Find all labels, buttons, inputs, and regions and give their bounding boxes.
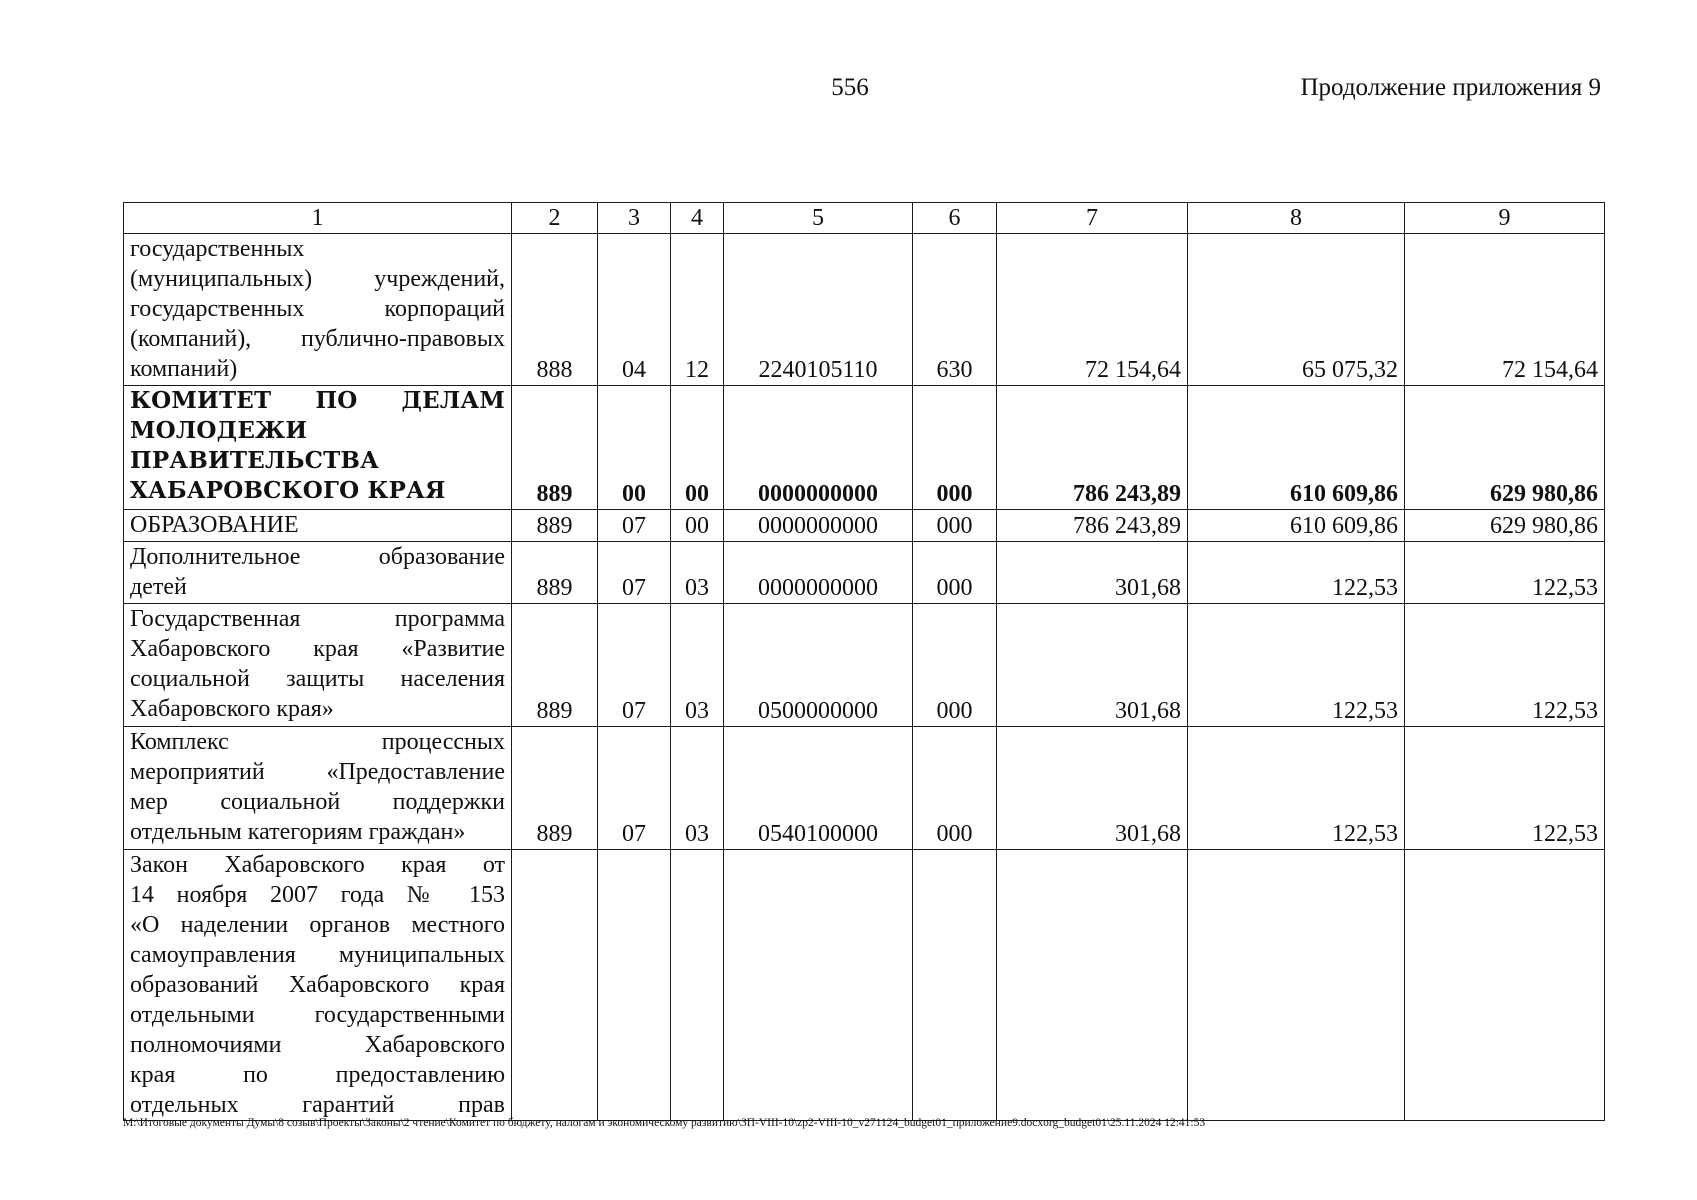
admin-code-cell: 888 (512, 234, 598, 386)
column-header: 5 (724, 203, 913, 234)
subsection-cell: 00 (671, 386, 724, 510)
row-name-line: (муниципальных) учреждений, (130, 266, 505, 292)
admin-code-cell: 889 (512, 386, 598, 510)
amount-cell: 122,53 (1405, 542, 1605, 604)
amount-cell: 122,53 (1188, 604, 1405, 727)
target-article-cell: 0000000000 (724, 510, 913, 542)
row-name-line: Комплекс процессных (130, 729, 505, 755)
row-name-line: «О наделении органов местного (130, 912, 505, 938)
expense-type-cell: 000 (913, 510, 997, 542)
section-cell: 07 (598, 510, 671, 542)
row-name-line: Государственная программа (130, 606, 505, 632)
admin-code-cell: 889 (512, 727, 598, 850)
amount-cell: 122,53 (1405, 727, 1605, 850)
amount-cell: 610 609,86 (1188, 386, 1405, 510)
row-name-line: Хабаровского края «Развитие (130, 636, 505, 662)
table-row (124, 542, 1605, 604)
section-cell: 07 (598, 542, 671, 604)
row-name-line: образований Хабаровского края (130, 972, 505, 998)
amount-cell: 122,53 (1188, 727, 1405, 850)
row-name-cell (124, 850, 512, 1121)
column-header: 1 (124, 203, 512, 234)
table-row (124, 850, 1605, 1121)
subsection-cell: 03 (671, 727, 724, 850)
admin-code-cell: 889 (512, 510, 598, 542)
target-article-cell: 0540100000 (724, 727, 913, 850)
section-cell: 07 (598, 604, 671, 727)
row-name-cell (124, 542, 512, 604)
column-header: 9 (1405, 203, 1605, 234)
amount-cell: 610 609,86 (1188, 510, 1405, 542)
row-name-line: отдельным категориям граждан» (130, 819, 466, 845)
expense-type-cell: 000 (913, 386, 997, 510)
target-article-cell: 2240105110 (724, 234, 913, 386)
subsection-cell (671, 850, 724, 1121)
section-cell (598, 850, 671, 1121)
target-article-cell (724, 850, 913, 1121)
row-name-line: отдельными государственными (130, 1002, 505, 1028)
amount-cell: 786 243,89 (997, 386, 1188, 510)
amount-cell: 786 243,89 (997, 510, 1188, 542)
row-name-line: ХАБАРОВСКОГО КРАЯ (130, 477, 446, 504)
admin-code-cell (512, 850, 598, 1121)
subsection-cell: 00 (671, 510, 724, 542)
footer-file-path: М:\Итоговые документы Думы\8 созыв\Проекты\Законы\2 чтение\Комитет по бюджету, налогам и экономическому развитию\ЗП-VIII-10\zp2-VIII-10_v271124_budget01_приложение9.docxorg_budget01\25.11.2024 12:41:53 (123, 1117, 1206, 1129)
amount-cell: 301,68 (997, 604, 1188, 727)
amount-cell: 72 154,64 (997, 234, 1188, 386)
column-header: 2 (512, 203, 598, 234)
row-name-line: государственных (130, 236, 305, 262)
expense-type-cell: 000 (913, 542, 997, 604)
amount-cell (997, 850, 1188, 1121)
table-row (124, 386, 1605, 510)
row-name-line: государственных корпораций (130, 296, 505, 322)
row-name-line: самоуправления муниципальных (130, 942, 505, 968)
row-name-line: ПРАВИТЕЛЬСТВА (130, 447, 380, 474)
row-name-line: ОБРАЗОВАНИЕ (130, 512, 299, 538)
row-name-line: полномочиями Хабаровского (130, 1032, 505, 1058)
amount-cell (1405, 850, 1605, 1121)
expense-type-cell: 000 (913, 727, 997, 850)
subsection-cell: 12 (671, 234, 724, 386)
expense-type-cell: 630 (913, 234, 997, 386)
column-header: 4 (671, 203, 724, 234)
row-name-line: мероприятий «Предоставление (130, 759, 505, 785)
amount-cell: 301,68 (997, 727, 1188, 850)
expense-type-cell: 000 (913, 604, 997, 727)
row-name-line: детей (130, 574, 187, 600)
amount-cell: 122,53 (1405, 604, 1605, 727)
amount-cell: 301,68 (997, 542, 1188, 604)
row-name-line: Хабаровского края» (130, 696, 334, 722)
row-name-line: Закон Хабаровского края от (130, 852, 505, 878)
row-name-line: отдельных гарантий прав (130, 1092, 505, 1118)
row-name-line: МОЛОДЕЖИ (130, 417, 308, 444)
budget-table (123, 202, 1605, 1121)
row-name-cell (124, 604, 512, 727)
amount-cell: 629 980,86 (1405, 510, 1605, 542)
column-header: 7 (997, 203, 1188, 234)
subsection-cell: 03 (671, 604, 724, 727)
amount-cell: 72 154,64 (1405, 234, 1605, 386)
target-article-cell: 0000000000 (724, 386, 913, 510)
table-row (124, 727, 1605, 850)
column-header: 8 (1188, 203, 1405, 234)
row-name-line: (компаний), публично-правовых (130, 326, 505, 352)
target-article-cell: 0500000000 (724, 604, 913, 727)
target-article-cell: 0000000000 (724, 542, 913, 604)
admin-code-cell: 889 (512, 604, 598, 727)
table-row (124, 604, 1605, 727)
subsection-cell: 03 (671, 542, 724, 604)
expense-type-cell (913, 850, 997, 1121)
table-row (124, 510, 1605, 542)
column-header: 6 (913, 203, 997, 234)
row-name-line: социальной защиты населения (130, 666, 505, 692)
table-row (124, 234, 1605, 386)
section-cell: 00 (598, 386, 671, 510)
amount-cell: 122,53 (1188, 542, 1405, 604)
row-name-cell (124, 234, 512, 386)
section-cell: 07 (598, 727, 671, 850)
amount-cell: 65 075,32 (1188, 234, 1405, 386)
row-name-cell (124, 386, 512, 510)
row-name-line: КОМИТЕТ ПО ДЕЛАМ (130, 387, 505, 414)
amount-cell: 629 980,86 (1405, 386, 1605, 510)
page-number: 556 (831, 74, 869, 101)
row-name-line: 14 ноября 2007 года № 153 (130, 882, 505, 908)
section-cell: 04 (598, 234, 671, 386)
admin-code-cell: 889 (512, 542, 598, 604)
row-name-line: компаний) (130, 356, 238, 382)
appendix-label: Продолжение приложения 9 (1300, 74, 1601, 101)
row-name-line: мер социальной поддержки (130, 789, 505, 815)
row-name-cell (124, 510, 512, 542)
column-header: 3 (598, 203, 671, 234)
row-name-line: края по предоставлению (130, 1062, 505, 1088)
column-number-row (124, 203, 1605, 234)
amount-cell (1188, 850, 1405, 1121)
row-name-cell (124, 727, 512, 850)
row-name-line: Дополнительное образование (130, 544, 505, 570)
